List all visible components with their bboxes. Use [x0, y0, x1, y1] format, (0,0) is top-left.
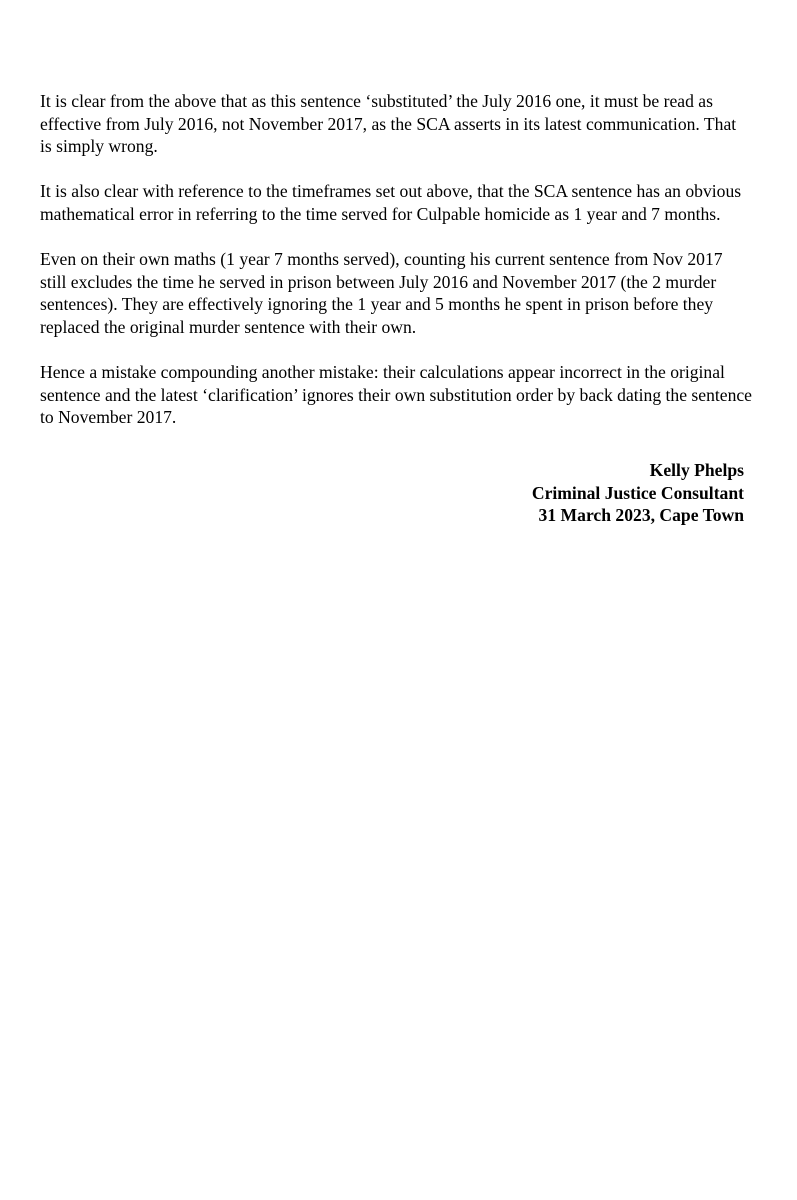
paragraph-4: Hence a mistake compounding another mistake: their calculations appear incorrect in the original sentence and the latest ‘clarification’ ignores their own substitution order by back dating the sentence to November 2017.: [40, 362, 752, 428]
signature-date-place: 31 March 2023, Cape Town: [538, 505, 744, 526]
paragraph-2: It is also clear with reference to the timeframes set out above, that the SCA sentence has an obvious mathematical error in referring to the time served for Culpable homicide as 1 year and 7 months.: [40, 181, 742, 224]
document-body: [40, 90, 752, 429]
signature-name: Kelly Phelps: [649, 460, 744, 480]
signature-block: [532, 459, 744, 527]
paragraph-3: Even on their own maths (1 year 7 months served), counting his current sentence from Nov 2017 still excludes the time he served in prison between July 2016 and November 2017 (the 2 murder sentences). They are effectively ignoring the 1 year and 5 months he spent in prison before they replaced the original murder sentence with their own.: [40, 249, 723, 337]
paragraph-1: It is clear from the above that as this sentence ‘substituted’ the July 2016 one, it must be read as effective from July 2016, not November 2017, as the SCA asserts in its latest communication. That is simply wrong.: [40, 91, 737, 157]
signature-title: Criminal Justice Consultant: [531, 482, 744, 503]
